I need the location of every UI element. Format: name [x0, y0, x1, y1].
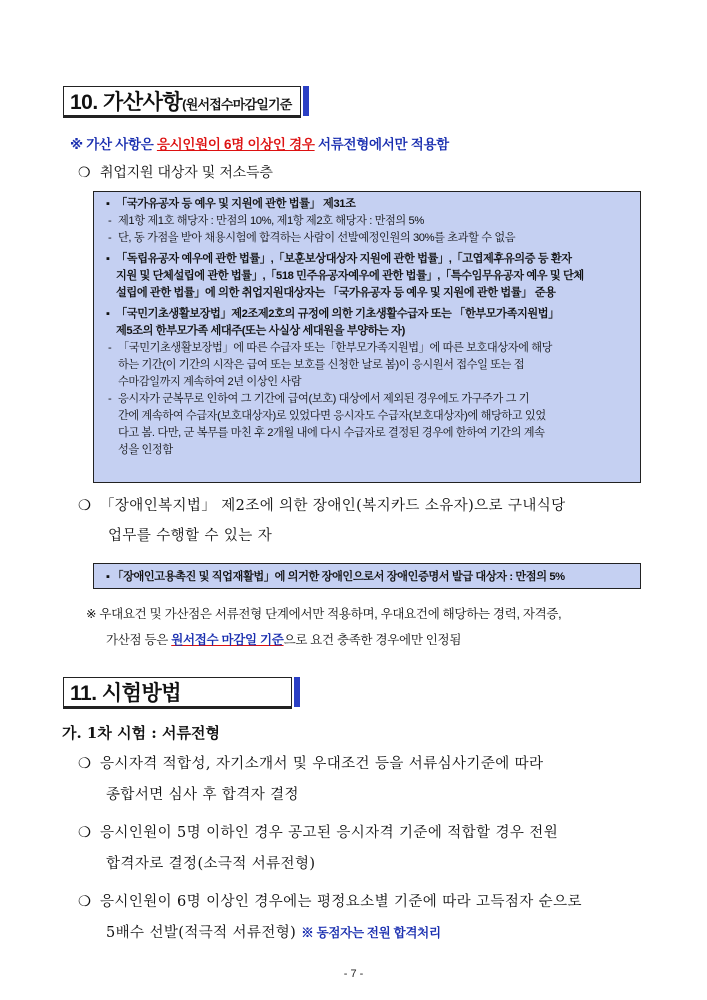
- disabled-bonus-box: ▪ 「장애인고용촉진 및 직업재활법」에 의거한 장애인으로서 장애인증명서 발급 대상자 : 만점의 5%: [93, 563, 641, 589]
- circle-bullet-icon: ❍: [78, 498, 92, 514]
- section-11-header: [63, 677, 300, 707]
- item-employment-support: ❍ 취업지원 대상자 및 저소득층: [78, 165, 273, 181]
- bonus-note: ※ 가산 사항은 응시인원이 6명 이상인 경우 서류전형에서만 적용함: [70, 137, 449, 152]
- square-bullet-icon: ▪: [106, 198, 110, 210]
- square-bullet-icon: ▪: [106, 253, 110, 265]
- section-11-title-box: [63, 677, 292, 707]
- exam-item-2: ❍ 응시인원이 5명 이하인 경우 공고된 응시자격 기준에 적합할 경우 전원: [78, 818, 653, 849]
- box-item-a: ▪ 「국가유공자 등 예우 및 지원에 관한 법률」 제31조: [106, 196, 630, 213]
- square-bullet-icon: ▪: [106, 308, 110, 320]
- exam-item-3: ❍ 응시인원이 6명 이상인 경우에는 평정요소별 기준에 따라 고득점자 순으로: [78, 887, 653, 918]
- item-disabled-person: ❍ 「장애인복지법」 제2조에 의한 장애인(복지카드 소유자)으로 구내식당 업무를 수행할 수 있는 자: [78, 491, 648, 551]
- box-sub-a1: - 제1항 제1호 해당자 : 만점의 10%, 제1항 제2호 해당자 : 만점의 5%: [108, 215, 424, 227]
- exam-item-1: ❍ 응시자격 적합성, 자기소개서 및 우대조건 등을 서류심사기준에 따라: [78, 749, 653, 780]
- first-exam-heading: 가. 1차 시험 : 서류전형: [62, 724, 221, 742]
- tie-note: ※ 동점자는 전원 합격처리: [301, 926, 441, 940]
- square-bullet-icon: ▪: [106, 571, 113, 583]
- box-sub-a2: - 단, 동 가점을 받아 채용시험에 합격하는 사람이 선발예정인원의 30%를 초과할 수 없음: [108, 232, 516, 244]
- section-11-accent-bar: [294, 677, 300, 707]
- circle-bullet-icon: ❍: [78, 894, 92, 910]
- section-10-title-box: [63, 86, 301, 116]
- box-sub-c1: - 「국민기초생활보장법」에 따른 수급자 또는「한부모가족지원법」에 따른 보호대상자에 해당 하는 기간(이 기간의 시작은 급여 또는 보호를 신청한 날로 봄)이 응시원서 접수일 또는 접 수마감일까지 계속하여 2년 이상인 사람: [108, 342, 553, 388]
- deadline-underline: 원서접수 마감일 기준: [171, 633, 284, 647]
- section-11-title: 11. 시험방법: [70, 682, 182, 705]
- section-10-header: [63, 86, 309, 116]
- circle-bullet-icon: ❍: [78, 165, 91, 181]
- circle-bullet-icon: ❍: [78, 756, 92, 772]
- employment-support-box: [93, 191, 641, 483]
- exam-items: ❍ 응시자격 적합성, 자기소개서 및 우대조건 등을 서류심사기준에 따라 종합서면 심사 후 합격자 결정 ❍ 응시인원이 5명 이하인 경우 공고된 응시자격 기준에 적합할 경우 전원 합격자로 결정(소극적 서류전형) ❍ 응시인원이 6명 이상인 경우에는 평정요소별 기준에 따라 고득점자 순으로 5배수 선발(적극적 서류전형) ※ 동점자는 전원 합격처리: [78, 749, 653, 949]
- page-number: - 7 -: [343, 968, 364, 980]
- section-10-title: 10. 가산사항: [70, 91, 183, 114]
- box-item-c: ▪ 「국민기초생활보장법」제2조제2호의 규정에 의한 기초생활수급자 또는 「한부모가족지원법」 제5조의 한부모가족 세대주(또는 사실상 세대원을 부양하는 자): [106, 306, 630, 340]
- box-sub-c2: - 응시자가 군복무로 인하여 그 기간에 급여(보호) 대상에서 제외된 경우에도 가구주가 그 기 간에 계속하여 수급자(보호대상자)로 있었다면 응시자도 수급자(보호대상자)에 해당하고 있었 다고 봄. 다만, 군 복무를 마친 후 2개월 내에 다시 수급자로 결정된 경우에 한하여 기간의 계속 성을 인정함: [108, 393, 546, 456]
- section-10-accent-bar: [303, 86, 309, 116]
- box-item-b: ▪ 「독립유공자 예우에 관한 법률」,「보훈보상대상자 지원에 관한 법률」,「고엽제후유의증 등 환자 지원 및 단체설립에 관한 법률」,「518 민주유공자예우에 관한 법률」,「특수임무유공자 예우 및 단체 설립에 관한 법률」에 의한 취업지원대상자는 「국가유공자 등 예우 및 지원에 관한 법률」 준용: [106, 251, 630, 302]
- preference-remark: ※ 우대요건 및 가산점은 서류전형 단계에서만 적용하며, 우대요건에 해당하는 경력, 자격증, 가산점 등은 원서접수 마감일 기준으로 요건 충족한 경우에만 인정됨: [86, 607, 562, 647]
- bonus-note-underline: 응시인원이 6명 이상인 경우: [156, 137, 315, 152]
- circle-bullet-icon: ❍: [78, 825, 92, 841]
- section-10-subtitle: (원서접수마감일기준: [182, 96, 292, 112]
